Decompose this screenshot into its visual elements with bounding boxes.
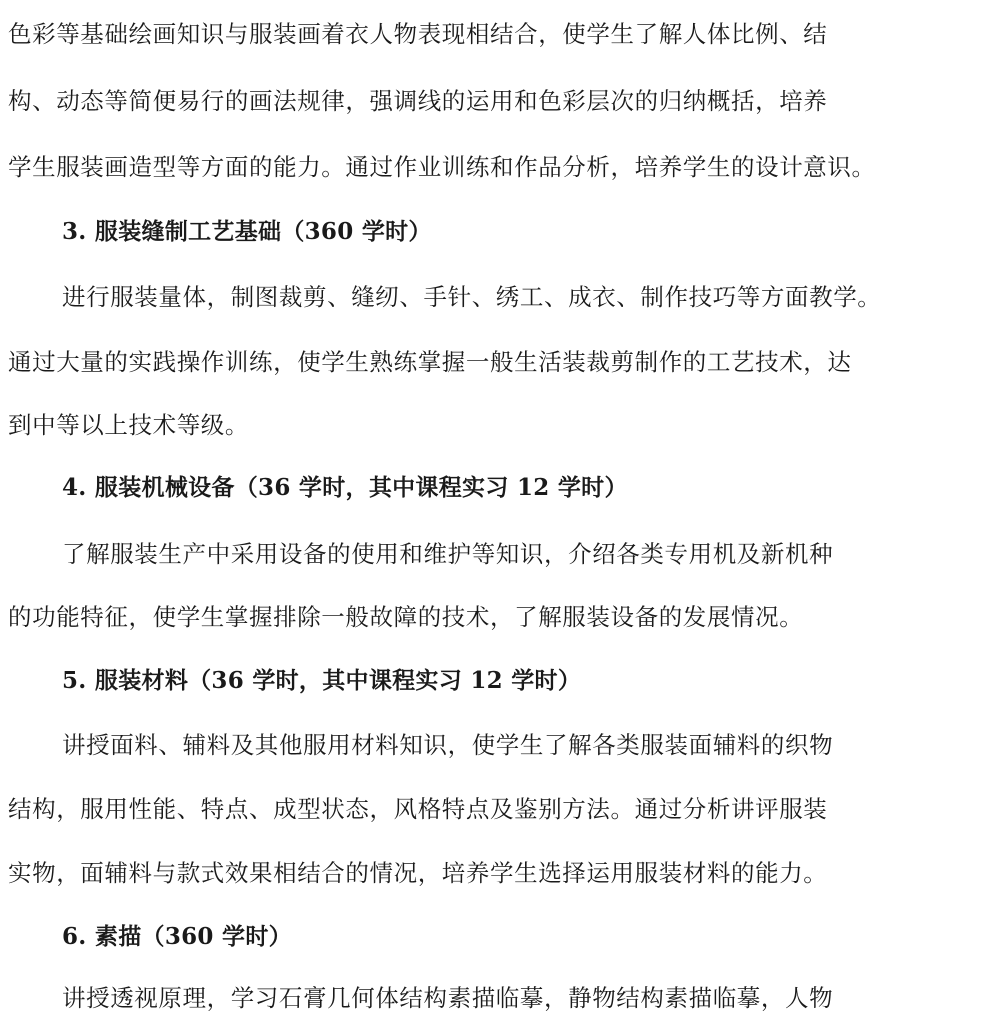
paragraph-line: 结构，服用性能、特点、成型状态，风格特点及鉴别方法。通过分析讲评服装: [8, 795, 828, 823]
section-heading: 4. 服装机械设备（36 学时，其中课程实习 12 学时）: [62, 474, 628, 501]
paragraph-line: 讲授面料、辅料及其他服用材料知识，使学生了解各类服装面辅料的织物: [62, 731, 834, 759]
paragraph-line: 讲授透视原理，学习石膏几何体结构素描临摹，静物结构素描临摹，人物: [62, 984, 834, 1012]
paragraph-line: 的功能特征，使学生掌握排除一般故障的技术，了解服装设备的发展情况。: [8, 603, 804, 631]
paragraph-line: 色彩等基础绘画知识与服装画着衣人物表现相结合，使学生了解人体比例、结: [8, 20, 828, 48]
paragraph-line: 了解服装生产中采用设备的使用和维护等知识，介绍各类专用机及新机种: [62, 540, 834, 568]
section-heading: 6. 素描（360 学时）: [62, 923, 292, 950]
section-heading: 5. 服装材料（36 学时，其中课程实习 12 学时）: [62, 667, 582, 694]
paragraph-line: 构、动态等简便易行的画法规律，强调线的运用和色彩层次的归纳概括，培养: [8, 87, 828, 115]
paragraph-line: 到中等以上技术等级。: [8, 411, 249, 439]
paragraph-line: 进行服装量体，制图裁剪、缝纫、手针、绣工、成衣、制作技巧等方面教学。: [62, 283, 882, 311]
paragraph-line: 学生服装画造型等方面的能力。通过作业训练和作品分析，培养学生的设计意识。: [8, 153, 876, 181]
paragraph-line: 实物，面辅料与款式效果相结合的情况，培养学生选择运用服装材料的能力。: [8, 859, 828, 887]
paragraph-line: 通过大量的实践操作训练，使学生熟练掌握一般生活装裁剪制作的工艺技术，达: [8, 348, 852, 376]
section-heading: 3. 服装缝制工艺基础（360 学时）: [62, 218, 432, 245]
